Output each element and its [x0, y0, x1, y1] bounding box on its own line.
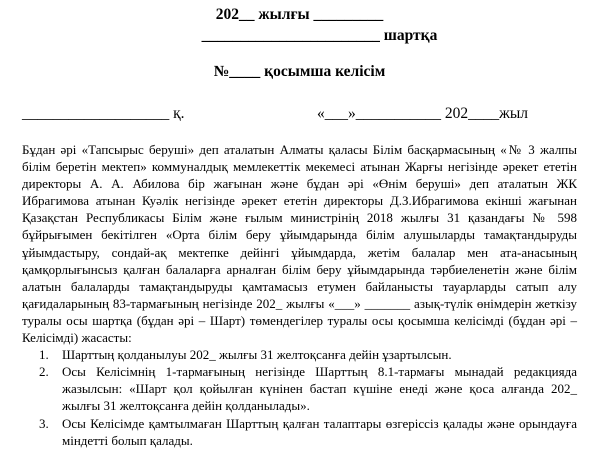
document-body	[22, 141, 577, 449]
list-item-text: Шарттың қолданылуы 202_ жылғы 31 желтоқсанға дейін ұзартылсын.	[62, 347, 452, 363]
place-field: ___________________ қ.	[22, 105, 185, 122]
contract-reference-line: _______________________ шартқа	[201, 27, 438, 44]
list-item-number: 3.	[39, 415, 49, 431]
contract-date-line: 202__ жылғы _________	[215, 6, 384, 23]
list-item-text: Осы Келісімде қамтылмаған Шарттың қалған талаптары өзгеріссіз қалады және орындауға міндетті болып қалады.	[62, 415, 577, 448]
list-item	[22, 415, 577, 449]
list-item-number: 2.	[39, 364, 49, 380]
list-item	[22, 363, 577, 414]
date-field: «___»___________ 202____жыл	[317, 105, 528, 122]
list-item-text: Осы Келісімнің 1-тармағының негізінде Шарттың 8.1-тармағы мынадай редакцияда жазылсын: «Шарт қол қойылған күнінен бастап күшіне енеді және қоса алғанда 202_ жылғы 31 желтоқсанға дейін қолданылады».	[62, 364, 577, 414]
list-item-number: 1.	[39, 347, 49, 363]
preamble-paragraph: Бұдан әрі «Тапсырыс беруші» деп аталатын Алматы қаласы Білім басқармасының «№ 3 жалпы білім беретін мектеп» коммуналдық мемлекеттік мекемесі атынан Жарғы негізінде әрекет ететін директоры А. А. Абилова бір жағынан және бұдан әрі «Өнім беруші» деп аталатын ЖК Ибрагимова атынан Куәлік негізінде әрекет ететін директоры Д.З.Ибрагимова екінші жағынан Қазақстан Республикасы Білім және ғылым министрінің 2018 жылғы 31 қазандағы № 598 бұйрығымен бекітілген «Орта білім беру ұйымдарында білім алушыларды тамақтандыруды ұйымдастыру, сондай-ақ мектепке дейінгі ұйымдарда, жетім балалар мен ата-анасының қамқорлығынсыз қалған балаларға арналған білім беру ұйымдарында тәрбиеленетін және білім алатын балаларды тамақтандыруды қамтамасыз етумен байланысты тауарларды сатып алу қағидаларының 83-тармағының негізінде 202_ жылғы «___» _______ азық-түлік өнімдерін жеткізу туралы осы шартқа (бұдан әрі – Шарт) төмендегілер туралы осы қосымша келісімді (бұдан әрі – Келісімді) жасасты:	[22, 142, 577, 346]
document-title: №____ қосымша келісім	[213, 63, 386, 80]
list-item	[22, 346, 577, 363]
clauses-list	[22, 346, 577, 449]
